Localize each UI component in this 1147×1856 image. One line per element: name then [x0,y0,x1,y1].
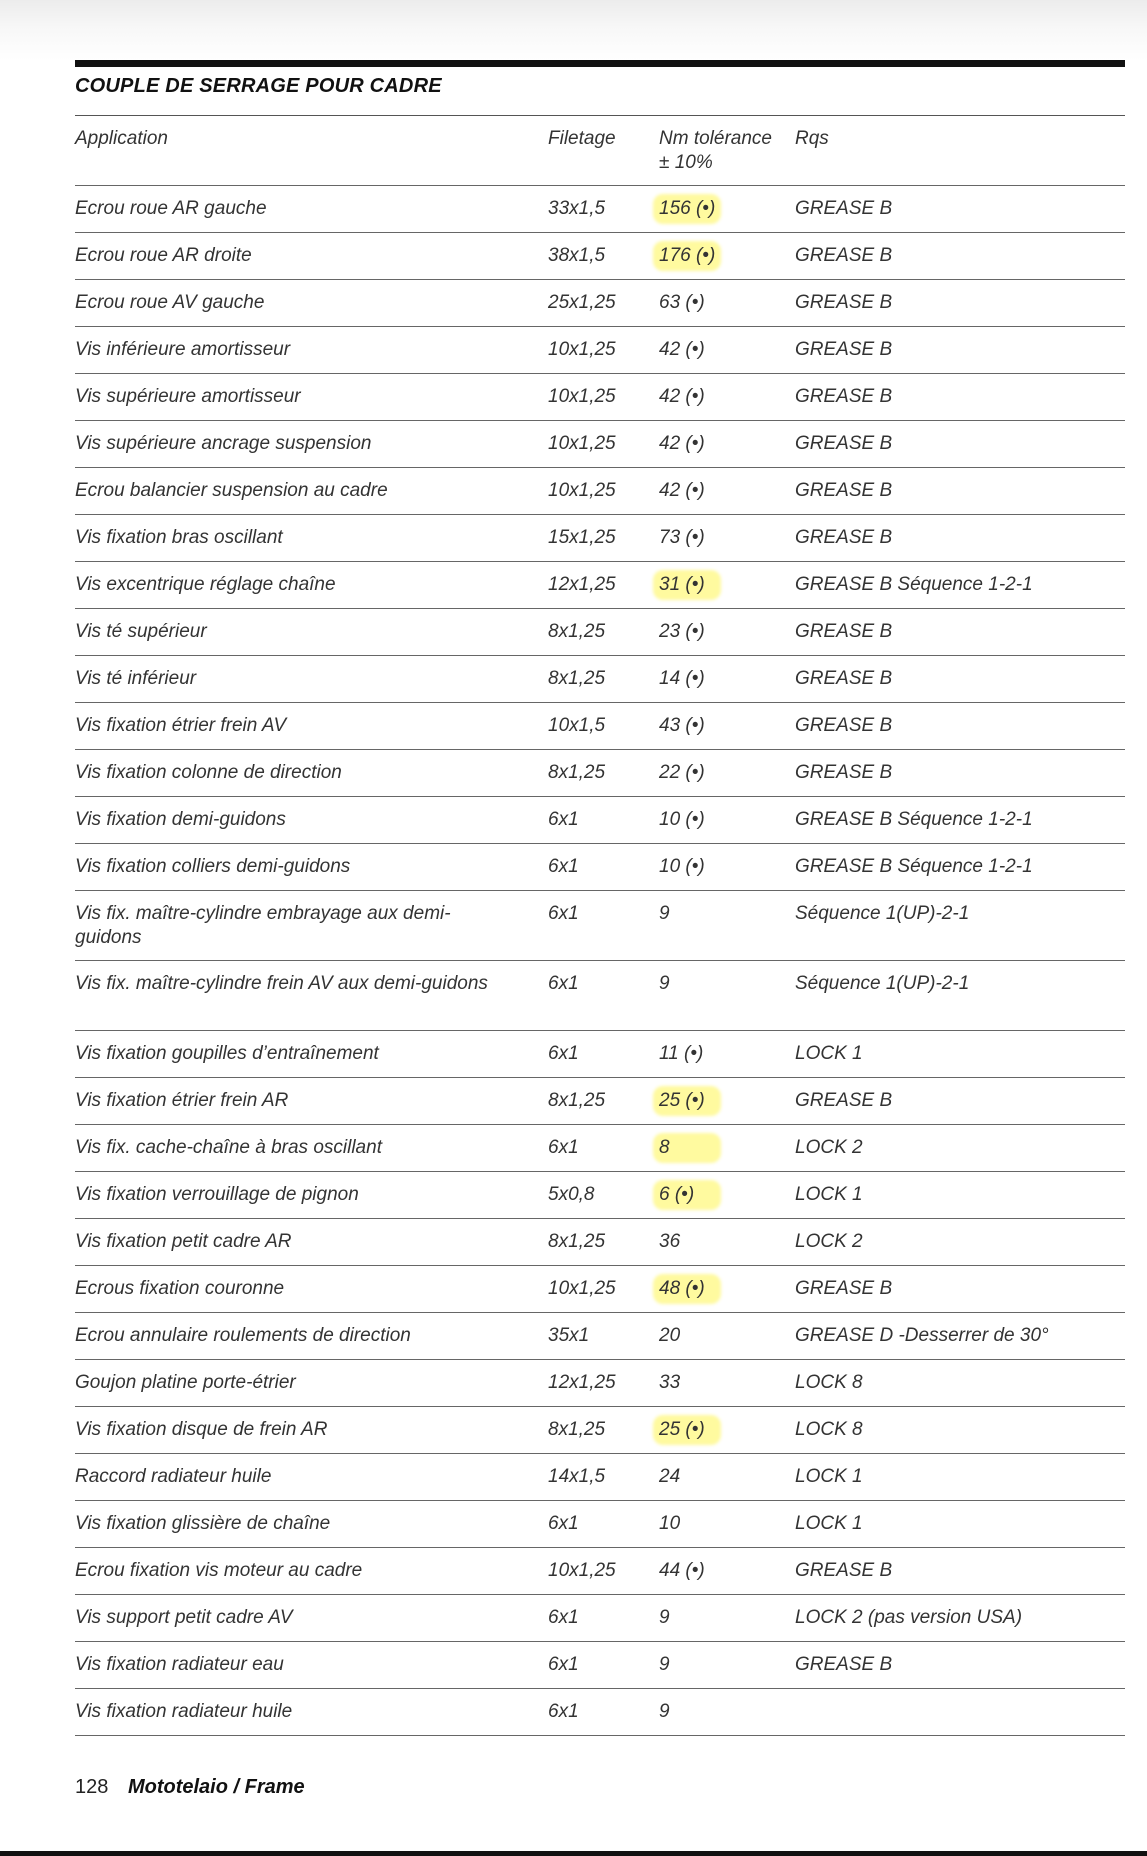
header-nm-line2: ± 10% [659,152,713,173]
cell-filetage: 10x1,25 [548,1278,616,1299]
cell-nm: 42 (•) [659,339,705,360]
cell-rqs: LOCK 2 [795,1231,863,1252]
cell-nm: 156 (•) [659,198,716,219]
cell-application: Goujon platine porte-étrier [75,1372,296,1393]
cell-application: Vis té supérieur [75,621,207,642]
cell-filetage: 8x1,25 [548,1090,606,1111]
table-row [75,327,1125,374]
cell-application: Vis té inférieur [75,668,197,689]
cell-filetage: 10x1,25 [548,339,616,360]
cell-application: Vis fix. maître-cylindre frein AV aux demi-guidons [75,973,488,994]
cell-filetage: 6x1 [548,1701,579,1722]
cell-nm: 22 (•) [659,762,705,783]
cell-rqs: LOCK 8 [795,1419,863,1440]
table-row [75,1219,1125,1266]
cell-nm: 9 [659,1654,670,1675]
cell-application: Vis inférieure amortisseur [75,339,291,360]
cell-rqs: LOCK 2 (pas version USA) [795,1607,1023,1628]
cell-nm: 42 (•) [659,480,705,501]
cell-rqs: GREASE B [795,339,893,360]
cell-nm: 14 (•) [659,668,705,689]
cell-application: Vis fixation radiateur eau [75,1654,284,1675]
cell-filetage: 8x1,25 [548,762,606,783]
cell-rqs: LOCK 1 [795,1184,863,1205]
cell-application: Vis excentrique réglage chaîne [75,574,336,595]
cell-nm: 8 [659,1137,670,1158]
cell-rqs: Séquence 1(UP)-2-1 [795,973,970,994]
cell-application: Vis fixation radiateur huile [75,1701,293,1722]
cell-filetage: 6x1 [548,1607,579,1628]
cell-filetage: 8x1,25 [548,1419,606,1440]
table-row [75,844,1125,891]
table-header [75,116,1125,186]
cell-filetage: 6x1 [548,903,579,924]
cell-nm: 63 (•) [659,292,705,313]
cell-nm: 42 (•) [659,386,705,407]
header-filetage: Filetage [548,128,616,149]
table-row [75,374,1125,421]
section-name: Mototelaio / Frame [127,1776,305,1798]
cell-nm: 20 [659,1325,681,1346]
cell-filetage: 6x1 [548,856,579,877]
cell-application: Vis fixation goupilles d’entraînement [75,1043,379,1064]
cell-rqs: GREASE B Séquence 1-2-1 [795,574,1033,595]
cell-rqs: Séquence 1(UP)-2-1 [795,903,970,924]
cell-application: Ecrou roue AV gauche [75,292,265,313]
cell-application: Ecrou fixation vis moteur au cadre [75,1560,363,1581]
cell-rqs: GREASE B [795,762,893,783]
cell-rqs: GREASE D -Desserrer de 30° [795,1325,1049,1346]
table-row [75,280,1125,327]
table-row [75,562,1125,609]
cell-nm: 24 [659,1466,681,1487]
document-page [75,60,1125,1736]
cell-rqs: GREASE B [795,1090,893,1111]
cell-application: Vis fixation glissière de chaîne [75,1513,331,1534]
cell-rqs: GREASE B [795,1560,893,1581]
cell-rqs: LOCK 1 [795,1043,863,1064]
cell-application: Vis fixation demi-guidons [75,809,286,830]
cell-nm: 176 (•) [659,245,716,266]
cell-nm: 10 [659,1513,681,1534]
table-row [75,186,1125,233]
cell-application: Ecrou annulaire roulements de direction [75,1325,411,1346]
table-row [75,961,1125,1031]
cell-nm: 36 [659,1231,681,1252]
torque-table-body [75,186,1125,1736]
cell-rqs: GREASE B [795,668,893,689]
header-application: Application [75,128,168,149]
table-row [75,656,1125,703]
cell-nm: 11 (•) [659,1043,704,1064]
table-row [75,750,1125,797]
table-row [75,468,1125,515]
cell-application: Vis fixation disque de frein AR [75,1419,328,1440]
table-row [75,1595,1125,1642]
page-number: 128 [75,1776,109,1798]
cell-application: Vis fixation petit cadre AR [75,1231,292,1252]
cell-nm: 25 (•) [659,1419,705,1440]
cell-application: Vis fixation colonne de direction [75,762,342,783]
cell-application: Vis supérieure amortisseur [75,386,301,407]
cell-filetage: 10x1,25 [548,386,616,407]
header-rqs: Rqs [795,128,829,149]
cell-rqs: LOCK 2 [795,1137,863,1158]
bottom-rule [0,1851,1147,1856]
table-row [75,515,1125,562]
cell-filetage: 6x1 [548,1513,579,1534]
cell-application: Ecrou roue AR gauche [75,198,267,219]
table-row [75,1360,1125,1407]
cell-filetage: 33x1,5 [548,198,606,219]
table-row [75,1313,1125,1360]
cell-nm: 9 [659,1607,670,1628]
table-row [75,797,1125,844]
cell-filetage: 6x1 [548,1654,579,1675]
cell-rqs: GREASE B [795,386,893,407]
cell-rqs: GREASE B Séquence 1-2-1 [795,856,1033,877]
cell-filetage: 8x1,25 [548,668,606,689]
cell-application: Raccord radiateur huile [75,1466,272,1487]
cell-filetage: 12x1,25 [548,1372,616,1393]
cell-application: Vis fix. cache-chaîne à bras oscillant [75,1137,382,1158]
cell-application: Vis fixation colliers demi-guidons [75,856,351,877]
table-row [75,1078,1125,1125]
title-rule [75,60,1125,67]
cell-rqs: GREASE B [795,245,893,266]
table-row [75,703,1125,750]
table-row [75,1642,1125,1689]
cell-filetage: 14x1,5 [548,1466,606,1487]
cell-rqs: GREASE B [795,292,893,313]
cell-application: Vis fixation bras oscillant [75,527,283,548]
table-row [75,1689,1125,1736]
cell-application: Vis fixation verrouillage de pignon [75,1184,359,1205]
cell-nm: 10 (•) [659,809,705,830]
header-nm-line1: Nm tolérance [659,128,772,149]
cell-nm: 23 (•) [659,621,705,642]
cell-filetage: 10x1,25 [548,1560,616,1581]
cell-filetage: 5x0,8 [548,1184,595,1205]
cell-filetage: 10x1,5 [548,715,606,736]
cell-rqs: GREASE B [795,527,893,548]
cell-nm: 25 (•) [659,1090,705,1111]
cell-rqs: GREASE B [795,621,893,642]
cell-filetage: 35x1 [548,1325,590,1346]
cell-rqs: LOCK 8 [795,1372,863,1393]
cell-filetage: 25x1,25 [548,292,616,313]
table-row [75,1454,1125,1501]
cell-application: Vis support petit cadre AV [75,1607,293,1628]
cell-nm: 44 (•) [659,1560,705,1581]
cell-nm: 10 (•) [659,856,705,877]
table-row [75,1125,1125,1172]
cell-rqs: GREASE B [795,433,893,454]
cell-nm: 9 [659,1701,670,1722]
cell-filetage: 10x1,25 [548,480,616,501]
table-row [75,1266,1125,1313]
cell-nm: 43 (•) [659,715,705,736]
table-row [75,1172,1125,1219]
cell-filetage: 6x1 [548,973,579,994]
cell-filetage: 8x1,25 [548,1231,606,1252]
cell-nm: 9 [659,903,670,924]
cell-application: Ecrou balancier suspension au cadre [75,480,388,501]
cell-nm: 48 (•) [659,1278,705,1299]
cell-filetage: 6x1 [548,1043,579,1064]
cell-application: Ecrous fixation couronne [75,1278,285,1299]
cell-nm: 31 (•) [659,574,705,595]
cell-filetage: 38x1,5 [548,245,606,266]
cell-rqs: LOCK 1 [795,1513,863,1534]
cell-rqs: GREASE B [795,1654,893,1675]
cell-filetage: 8x1,25 [548,621,606,642]
table-row [75,1407,1125,1454]
table-row [75,233,1125,280]
cell-application: Vis fixation étrier frein AV [75,715,287,736]
table-row [75,1548,1125,1595]
table-row [75,421,1125,468]
table-row [75,609,1125,656]
cell-nm: 6 (•) [659,1184,695,1205]
cell-filetage: 10x1,25 [548,433,616,454]
table-row [75,1031,1125,1078]
cell-rqs: GREASE B [795,715,893,736]
page-top-shadow [0,0,1147,60]
document-title: COUPLE DE SERRAGE POUR CADRE [75,67,1125,116]
cell-rqs: GREASE B [795,198,893,219]
cell-nm: 9 [659,973,670,994]
page-footer [75,1776,305,1799]
cell-nm: 73 (•) [659,527,705,548]
cell-rqs: GREASE B [795,480,893,501]
cell-rqs: GREASE B [795,1278,893,1299]
cell-application: Vis supérieure ancrage suspension [75,433,372,454]
cell-filetage: 6x1 [548,1137,579,1158]
table-row [75,1501,1125,1548]
cell-application: Vis fixation étrier frein AR [75,1090,289,1111]
cell-filetage: 6x1 [548,809,579,830]
cell-application: Vis fix. maître-cylindre embrayage aux demi-guidons [75,903,451,948]
cell-filetage: 15x1,25 [548,527,616,548]
cell-nm: 33 [659,1372,681,1393]
cell-filetage: 12x1,25 [548,574,616,595]
cell-rqs: GREASE B Séquence 1-2-1 [795,809,1033,830]
cell-nm: 42 (•) [659,433,705,454]
cell-application: Ecrou roue AR droite [75,245,252,266]
cell-rqs: LOCK 1 [795,1466,863,1487]
header-nm [659,127,789,175]
table-row [75,891,1125,961]
